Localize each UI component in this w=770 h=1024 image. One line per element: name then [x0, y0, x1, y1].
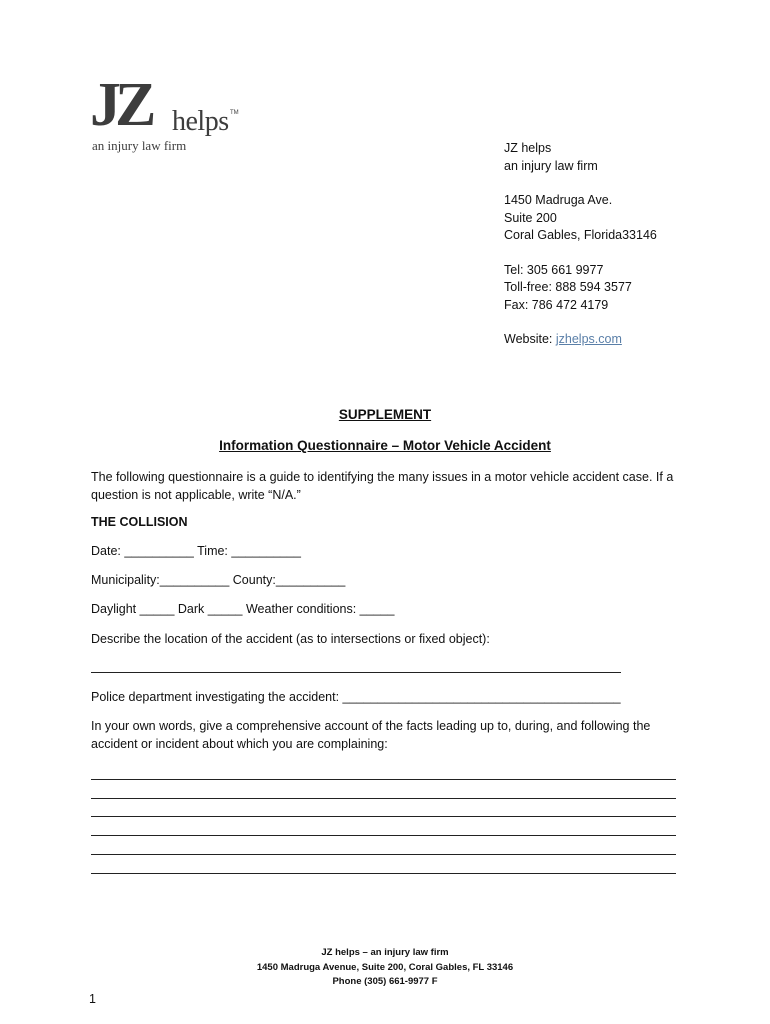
location-prompt: Describe the location of the accident (as to intersections or fixed object): [91, 632, 490, 646]
contact-tel: Tel: 305 661 9977 [504, 262, 604, 277]
conditions-field: Daylight _____ Dark _____ Weather conditions: _____ [91, 602, 395, 616]
contact-name: JZ helps [504, 141, 552, 155]
intro-line-1: The following questionnaire is a guide to identifying the many issues in a motor vehicle accident case. If a [91, 470, 674, 484]
contact-tollfree: Toll-free: 888 594 3577 [504, 280, 632, 294]
footer-line-3: Phone (305) 661-9977 F [332, 976, 438, 987]
questionnaire-title: Information Questionnaire – Motor Vehicle Accident [219, 438, 551, 453]
section-heading-collision: THE COLLISION [91, 515, 188, 529]
account-prompt-line-2: accident or incident about which you are complaining: [91, 737, 388, 751]
location-answer-line [91, 672, 621, 673]
contact-block [504, 140, 657, 349]
contact-subtitle: an injury law firm [504, 158, 598, 173]
logo-tagline: an injury law firm [92, 138, 187, 153]
account-prompt-line-1: In your own words, give a comprehensive account of the facts leading up to, during, and following the [91, 719, 651, 733]
contact-website [504, 331, 657, 349]
account-answer-line [91, 854, 676, 855]
municipality-county-field: Municipality:__________ County:__________ [91, 573, 346, 587]
logo-trademark: TM [230, 110, 239, 116]
jz-helps-logo [90, 71, 240, 155]
contact-address-line-3: Coral Gables, Florida33146 [504, 228, 657, 242]
website-link[interactable]: jzhelps.com [555, 332, 622, 346]
page-number: 1 [89, 992, 96, 1006]
logo-helps-word: helps [172, 106, 229, 137]
website-label: Website: [504, 332, 556, 346]
contact-address-line-1: 1450 Madruga Ave. [504, 193, 613, 207]
footer-line-2: 1450 Madruga Avenue, Suite 200, Coral Gables, FL 33146 [256, 961, 514, 973]
intro-line-2: question is not applicable, write “N/A.” [91, 488, 301, 502]
logo-jz-mark: JZ [90, 71, 151, 139]
account-answer-line [91, 873, 676, 874]
account-answer-line [91, 835, 676, 836]
intro-paragraph [91, 468, 691, 504]
date-time-field: Date: __________ Time: __________ [91, 544, 301, 558]
account-prompt [91, 717, 691, 753]
footer-line-1: JZ helps – an injury law firm [321, 947, 449, 958]
police-department-field: Police department investigating the accident: ________________________________________ [91, 690, 621, 704]
contact-fax: Fax: 786 472 4179 [504, 297, 609, 312]
supplement-heading: SUPPLEMENT [338, 407, 432, 422]
page-footer [0, 946, 770, 990]
account-answer-line [91, 816, 676, 817]
contact-address-line-2: Suite 200 [504, 210, 557, 225]
account-answer-line [91, 779, 676, 780]
account-answer-line [91, 798, 676, 799]
